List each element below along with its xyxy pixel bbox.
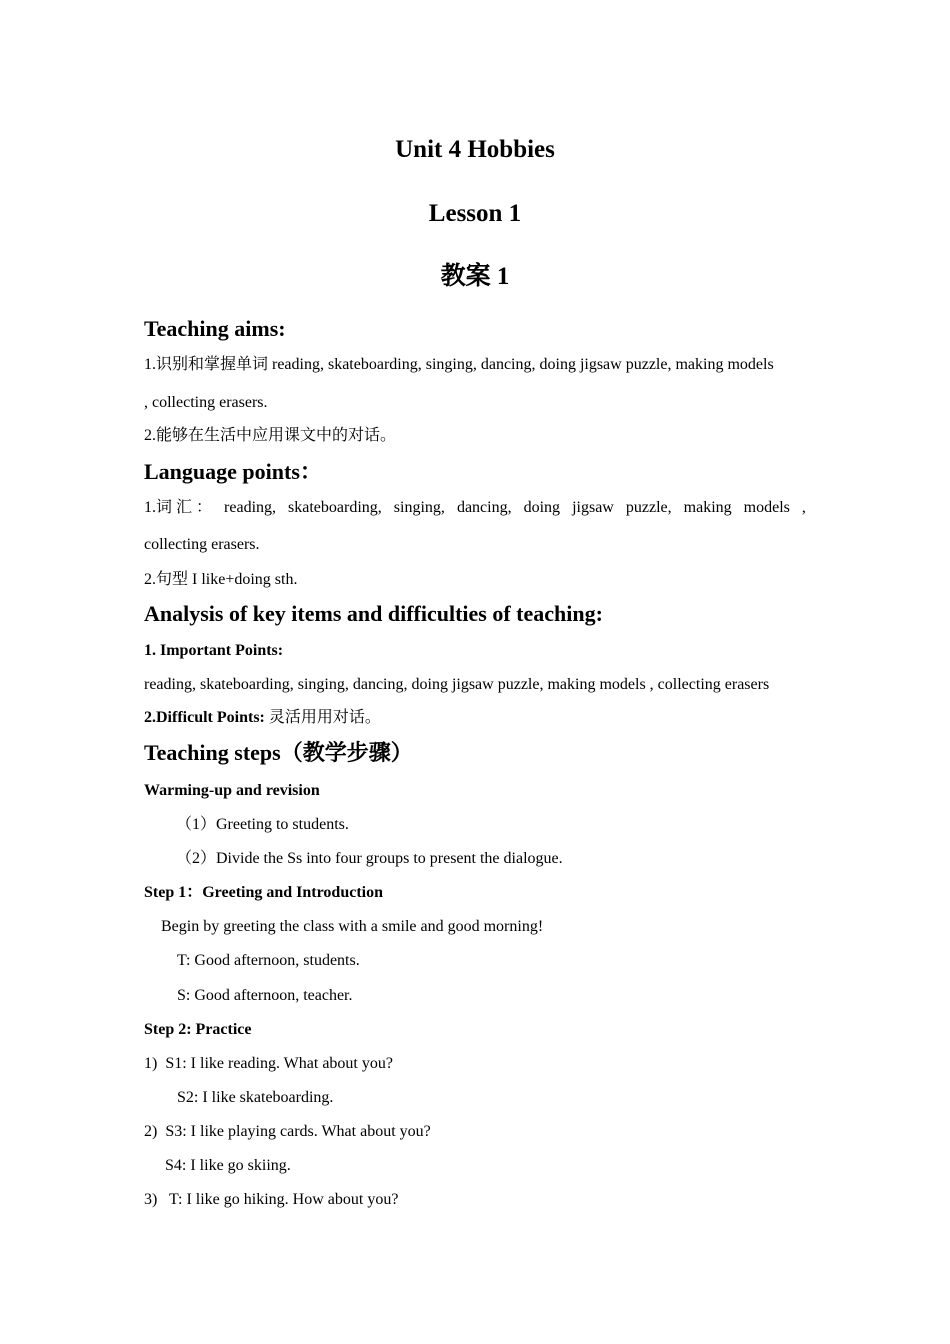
practice-3-a: 3) T: I like go hiking. How about you? — [144, 1191, 399, 1208]
vocab-word: 1.词 汇 ： — [144, 499, 213, 516]
difficult-points-label: 2.Difficult Points: — [144, 709, 265, 726]
vocabulary-line-continued: collecting erasers. — [144, 536, 260, 553]
vocab-word: doing — [523, 499, 561, 516]
sentence-pattern-line: 2.句型 I like+doing sth. — [144, 571, 298, 588]
step1-text: Begin by greeting the class with a smile and good morning! — [161, 918, 544, 935]
practice-1-b: S2: I like skateboarding. — [177, 1089, 334, 1106]
vocab-word: skateboarding, — [288, 499, 382, 516]
difficult-points-text: 灵活用用对话。 — [264, 709, 381, 726]
lesson-title: Lesson 1 — [428, 200, 522, 227]
vocab-word: puzzle, — [625, 499, 672, 516]
practice-1-a: 1) S1: I like reading. What about you? — [144, 1055, 393, 1072]
document-title: Unit 4 Hobbies — [395, 136, 555, 163]
warmup-item-1: （1）Greeting to students. — [176, 816, 349, 833]
step2-label: Step 2: Practice — [144, 1021, 252, 1038]
plan-title: 教案 1 — [440, 263, 510, 290]
vocab-word: jigsaw — [572, 499, 614, 516]
vocab-word: dancing, — [456, 499, 512, 516]
language-points-heading: Language points： — [144, 459, 322, 484]
vocab-word: singing, — [393, 499, 445, 516]
warmup-label: Warming-up and revision — [144, 782, 320, 799]
aims-line-1-continued: , collecting erasers. — [144, 394, 268, 411]
step1-teacher-line: T: Good afternoon, students. — [177, 952, 360, 969]
practice-2-b: S4: I like go skiing. — [165, 1157, 291, 1174]
warmup-item-2: （2）Divide the Ss into four groups to present the dialogue. — [176, 850, 563, 867]
vocab-word: models — [743, 499, 790, 516]
important-points-text: reading, skateboarding, singing, dancing, doing jigsaw puzzle, making models , collecting erasers — [144, 676, 770, 693]
vocab-word: reading, — [224, 499, 277, 516]
practice-2-a: 2) S3: I like playing cards. What about you? — [144, 1123, 431, 1140]
difficult-points-line — [144, 707, 381, 729]
aims-line-1: 1.识别和掌握单词 reading, skateboarding, singing, dancing, doing jigsaw puzzle, making models — [144, 356, 774, 373]
analysis-heading: Analysis of key items and difficulties of teaching: — [144, 601, 603, 626]
teaching-aims-heading: Teaching aims: — [144, 316, 286, 341]
vocabulary-line — [144, 497, 806, 519]
step1-label: Step 1：Greeting and Introduction — [144, 884, 383, 901]
teaching-steps-heading: Teaching steps（教学步骤） — [144, 740, 413, 765]
important-points-label: 1. Important Points: — [144, 642, 284, 659]
step1-student-line: S: Good afternoon, teacher. — [177, 987, 353, 1004]
aims-line-2: 2.能够在生活中应用课文中的对话。 — [144, 427, 397, 444]
vocab-word: making — [683, 499, 732, 516]
vocab-word: , — [801, 499, 806, 516]
